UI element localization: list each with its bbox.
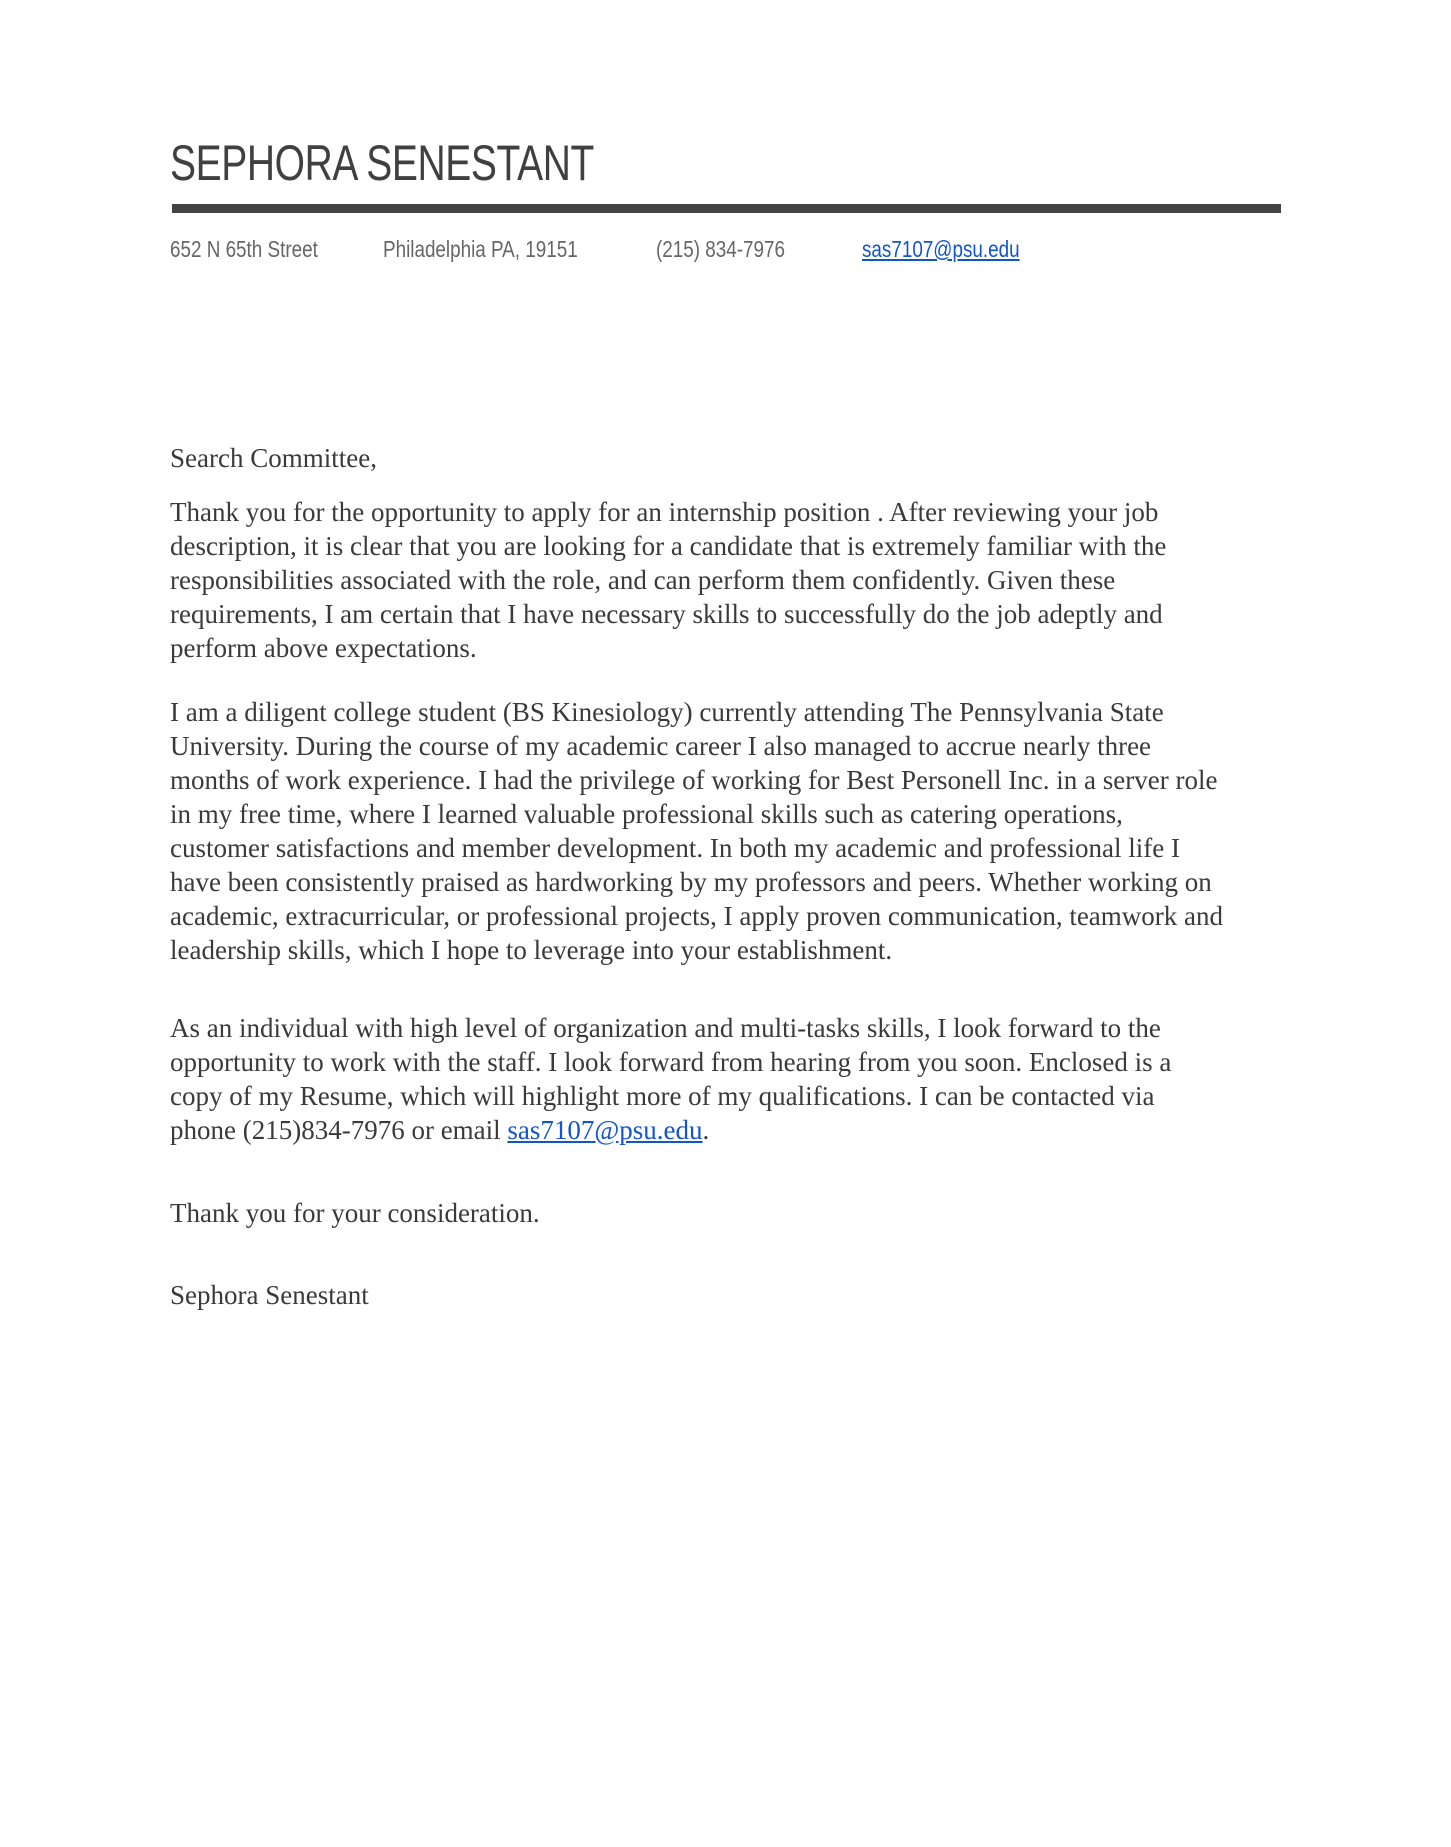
paragraph-line: requirements, I am certain that I have necessary skills to successfully do the job adeptly and bbox=[170, 599, 1163, 629]
paragraph-line: responsibilities associated with the role, and can perform them confidently. Given these bbox=[170, 565, 1116, 595]
header-divider bbox=[172, 204, 1281, 213]
paragraph-closing-remarks bbox=[170, 1011, 1300, 1147]
closing-line: Thank you for your consideration. bbox=[170, 1198, 540, 1228]
contact-city: Philadelphia PA, 19151 bbox=[383, 236, 578, 262]
paragraph-line: leadership skills, which I hope to leverage into your establishment. bbox=[170, 935, 893, 965]
paragraph-line: Thank you for the opportunity to apply for an internship position . After reviewing your job bbox=[170, 497, 1159, 527]
paragraph-line: description, it is clear that you are looking for a candidate that is extremely familiar with the bbox=[170, 531, 1167, 561]
contact-phrase: phone (215)834-7976 or email bbox=[170, 1115, 508, 1145]
paragraph-line: opportunity to work with the staff. I look forward from hearing from you soon. Enclosed is a bbox=[170, 1047, 1172, 1077]
paragraph-line: have been consistently praised as hardworking by my professors and peers. Whether working on bbox=[170, 867, 1212, 897]
signature: Sephora Senestant bbox=[170, 1280, 369, 1310]
paragraph-line: customer satisfactions and member development. In both my academic and professional life I bbox=[170, 833, 1180, 863]
contact-street: 652 N 65th Street bbox=[170, 236, 318, 262]
paragraph-intro bbox=[170, 495, 1300, 665]
paragraph-line: months of work experience. I had the privilege of working for Best Personell Inc. in a server role bbox=[170, 765, 1218, 795]
period: . bbox=[702, 1115, 710, 1145]
contact-phone: (215) 834-7976 bbox=[656, 236, 785, 262]
paragraph-line: in my free time, where I learned valuable professional skills such as catering operations, bbox=[170, 799, 1123, 829]
paragraph-line: University. During the course of my academic career I also managed to accrue nearly three bbox=[170, 731, 1152, 761]
paragraph-line: copy of my Resume, which will highlight more of my qualifications. I can be contacted via bbox=[170, 1081, 1155, 1111]
paragraph-line: I am a diligent college student (BS Kinesiology) currently attending The Pennsylvania State bbox=[170, 697, 1164, 727]
paragraph-line-contact bbox=[170, 1113, 1300, 1147]
contact-email-link[interactable]: sas7107@psu.edu bbox=[862, 236, 1020, 262]
paragraph-experience bbox=[170, 695, 1300, 967]
email-link[interactable]: sas7107@psu.edu bbox=[507, 1115, 703, 1145]
paragraph-line: As an individual with high level of organization and multi-tasks skills, I look forward to the bbox=[170, 1013, 1161, 1043]
paragraph-line: perform above expectations. bbox=[170, 633, 477, 663]
paragraph-line: academic, extracurricular, or professional projects, I apply proven communication, teamwork and bbox=[170, 901, 1224, 931]
salutation: Search Committee, bbox=[170, 443, 377, 473]
applicant-name-heading: SEPHORA SENESTANT bbox=[170, 135, 594, 191]
